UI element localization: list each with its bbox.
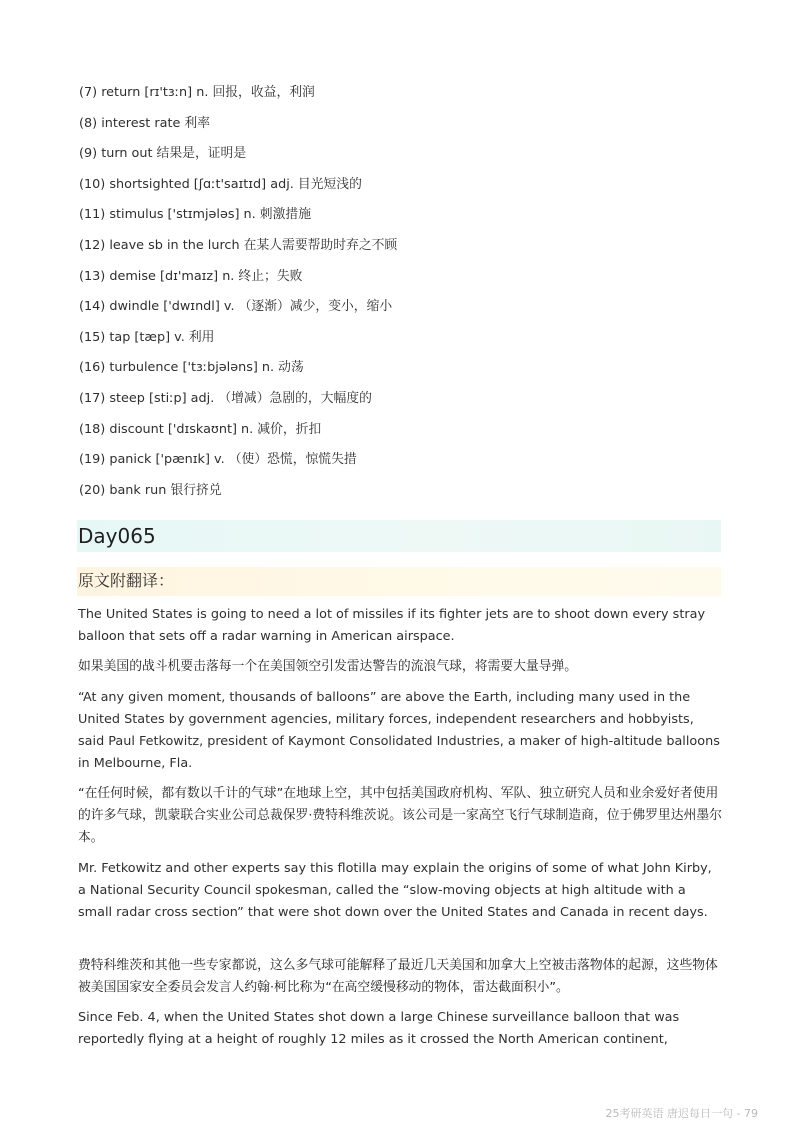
- day-title: Day065: [78, 524, 156, 548]
- english-paragraph: Since Feb. 4, when the United States shot down a large Chinese surveillance balloon that was reportedly flying at a height of roughly 12 miles as it crossed the North American continent,: [78, 1010, 680, 1047]
- vocab-item: (19) panick ['pænɪk] v. （使）恐慌，惊慌失措: [79, 452, 357, 468]
- vocab-item: (15) tap [tæp] v. 利用: [79, 329, 215, 345]
- english-paragraph: “At any given moment, thousands of balloons” are above the Earth, including many used in the United States by government agencies, military forces, independent researchers and hobbyists, said Paul Fetkowitz, president of Kaymont Consolidated Industries, a maker of high-altitude balloons in Melbourne, Fla.: [78, 690, 720, 771]
- vocab-item: (18) discount ['dɪskaʊnt] n. 减价，折扣: [79, 421, 322, 437]
- english-paragraph: The United States is going to need a lot of missiles if its fighter jets are to shoot down every stray balloon that sets off a radar warning in American airspace.: [78, 607, 706, 644]
- chinese-paragraph: “在任何时候，都有数以千计的气球”在地球上空，其中包括美国政府机构、军队、独立研究人员和业余爱好者使用的许多气球，凯蒙联合实业公司总裁保罗·费特科维茨说。该公司是一家高空飞行气球制造商，位于佛罗里达州墨尔本。: [78, 786, 722, 845]
- vocab-item: (16) turbulence ['tɜːbjələns] n. 动荡: [79, 360, 304, 376]
- vocab-item: (7) return [rɪ'tɜːn] n. 回报，收益，利润: [79, 85, 315, 100]
- vocab-item: (11) stimulus ['stɪmjələs] n. 刺激措施: [79, 207, 311, 223]
- vocab-item: (12) leave sb in the lurch 在某人需要帮助时弃之不顾: [79, 237, 398, 253]
- vocabulary-list: [79, 78, 739, 506]
- vocab-item: (17) steep [stiːp] adj. （增减）急剧的，大幅度的: [79, 390, 372, 406]
- english-paragraph: Mr. Fetkowitz and other experts say this flotilla may explain the origins of some of what John Kirby, a National Security Council spokesman, called the “slow-moving objects at high altitude with a small radar cross section” that were shot down over the United States and Canada in recent days.: [78, 861, 712, 920]
- section-title: 原文附翻译：: [78, 571, 175, 590]
- vocab-item: (9) turn out 结果是，证明是: [79, 146, 247, 162]
- vocab-item: (20) bank run 银行挤兑: [79, 482, 222, 498]
- vocab-item: (10) shortsighted [ʃɑːt'saɪtɪd] adj. 目光短浅的: [79, 176, 362, 192]
- page-footer: 25考研英语 唐迟每日一句 - 79: [605, 1107, 758, 1120]
- vocab-item: (13) demise [dɪ'maɪz] n. 终止；失败: [79, 268, 303, 284]
- day-heading-banner: [77, 520, 721, 552]
- vocab-item: (14) dwindle ['dwɪndl] v. （逐渐）减少，变小，缩小: [79, 299, 393, 315]
- chinese-paragraph: 如果美国的战斗机要击落每一个在美国领空引发雷达警告的流浪气球，将需要大量导弹。: [78, 659, 578, 674]
- chinese-paragraph: 费特科维茨和其他一些专家都说，这么多气球可能解释了最近几天美国和加拿大上空被击落物体的起源，这些物体被美国国家安全委员会发言人约翰·柯比称为“在高空缓慢移动的物体，雷达截面积小”。: [78, 958, 718, 995]
- vocab-item: (8) interest rate 利率: [79, 115, 211, 131]
- section-heading-banner: [77, 567, 721, 596]
